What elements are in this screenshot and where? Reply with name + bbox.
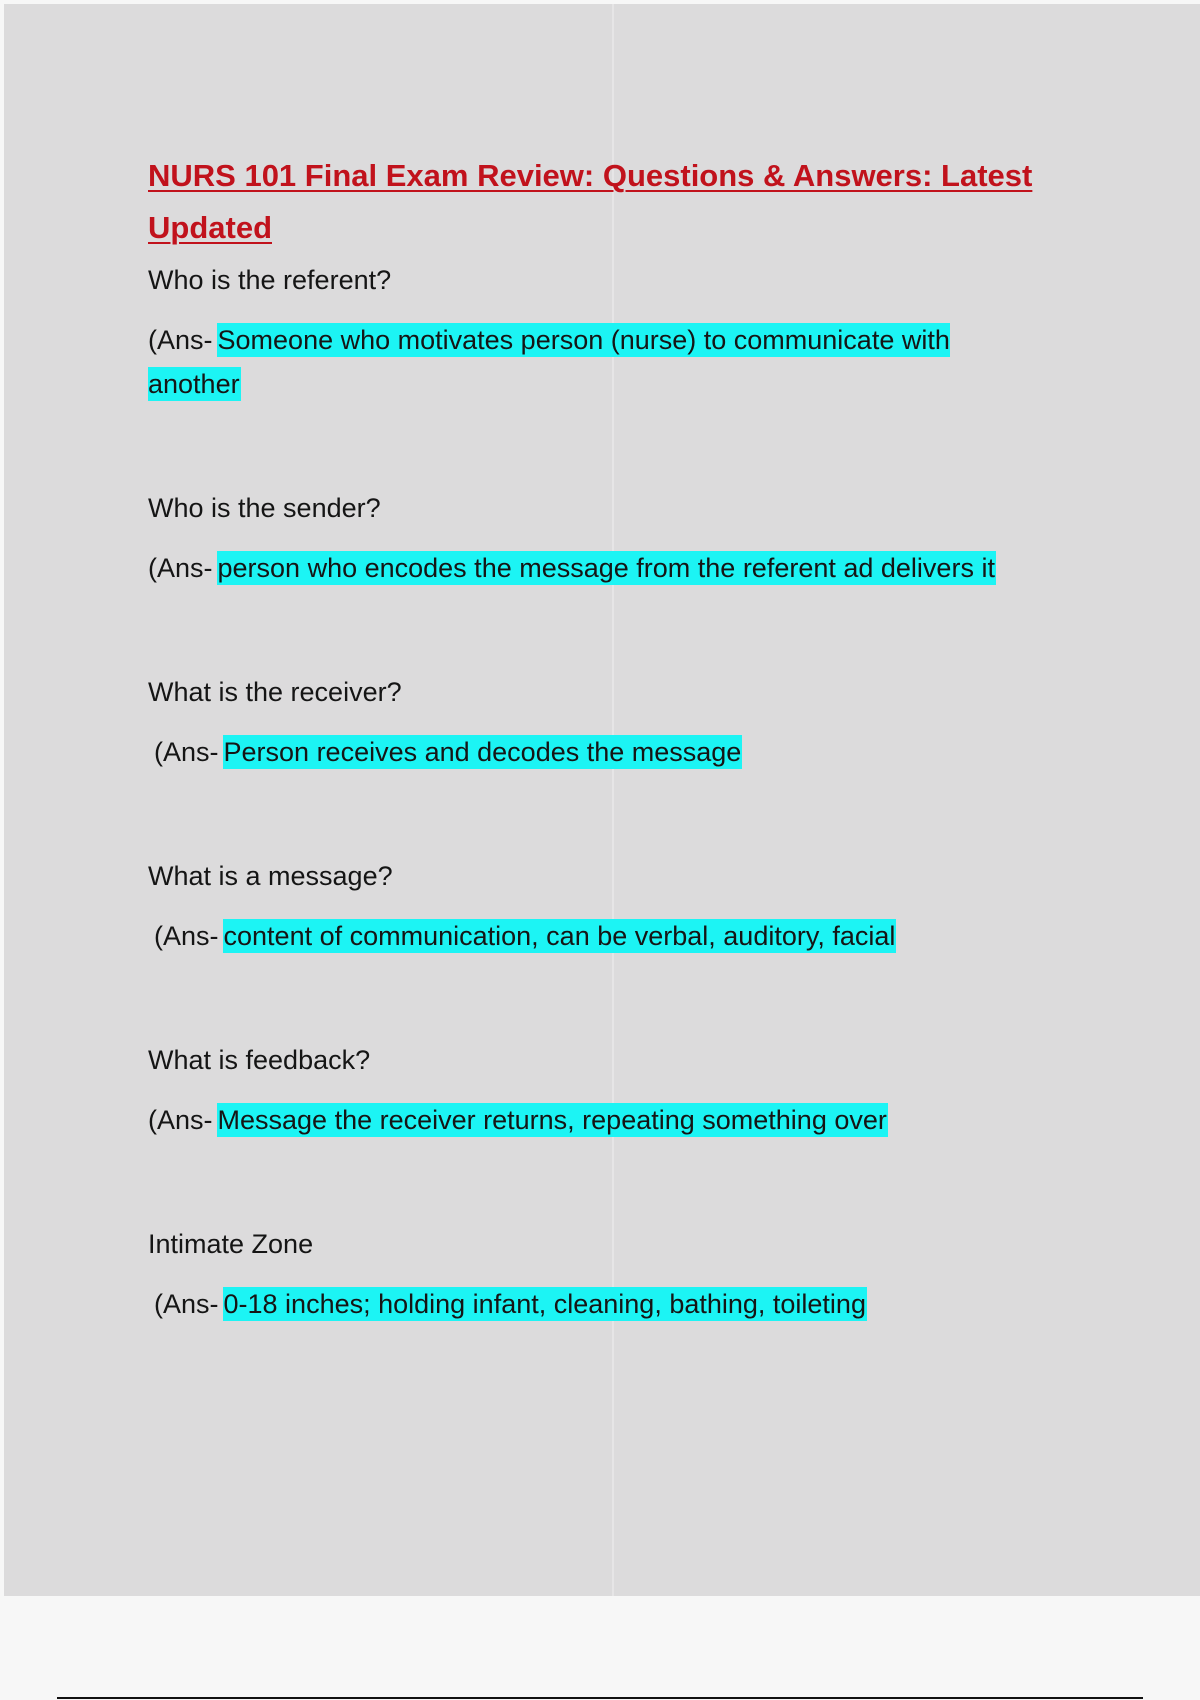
answer-prefix: (Ans-: [154, 921, 219, 951]
answer-highlight: Person receives and decodes the message: [223, 737, 742, 767]
answer-highlight: 0-18 inches; holding infant, cleaning, bathing, toileting: [223, 1289, 866, 1319]
question: What is a message?: [148, 861, 393, 891]
question: What is the receiver?: [148, 677, 402, 707]
answer: [148, 730, 1108, 774]
qa-item: [148, 672, 1108, 774]
question: What is feedback?: [148, 1045, 371, 1075]
qa-item: [148, 856, 1108, 958]
answer: [148, 1282, 1108, 1326]
answer-prefix: (Ans-: [154, 1289, 219, 1319]
question: Who is the referent?: [148, 265, 392, 295]
answer-prefix: (Ans-: [148, 1105, 213, 1135]
answer: [148, 1098, 1108, 1142]
answer: [148, 318, 1048, 406]
document-content: [148, 150, 1108, 1326]
question: Intimate Zone: [148, 1229, 314, 1259]
question: Who is the sender?: [148, 493, 381, 523]
qa-item: [148, 1040, 1108, 1142]
answer-prefix: (Ans-: [148, 325, 213, 355]
answer: [148, 546, 1108, 590]
qa-item: [148, 1224, 1108, 1326]
answer-prefix: (Ans-: [154, 737, 219, 767]
answer-prefix: (Ans-: [148, 553, 213, 583]
answer-highlight: Someone who motivates person (nurse) to communicate with another: [148, 325, 950, 399]
answer: [148, 914, 1108, 958]
answer-highlight: Message the receiver returns, repeating something over: [217, 1105, 887, 1135]
bottom-rule: [57, 1697, 1143, 1699]
document-title: NURS 101 Final Exam Review: Questions & Answers: Latest Updated: [148, 158, 1033, 245]
qa-item: [148, 260, 1108, 406]
answer-highlight: person who encodes the message from the referent ad delivers it: [217, 553, 995, 583]
qa-item: [148, 488, 1108, 590]
answer-highlight: content of communication, can be verbal, auditory, facial: [223, 921, 896, 951]
